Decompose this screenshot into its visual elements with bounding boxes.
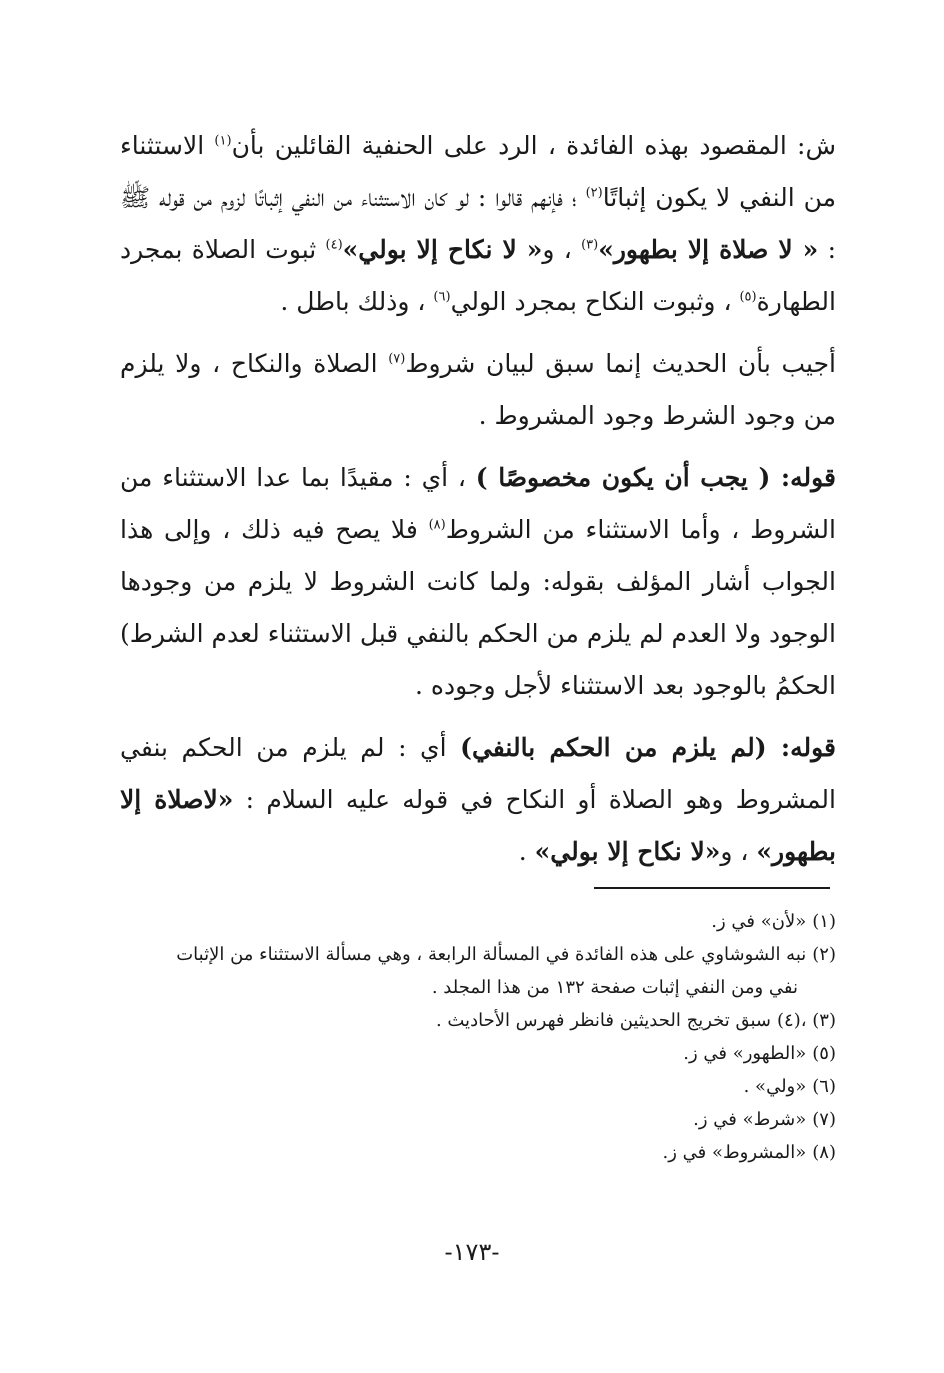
footnote-marker: (٧) — [388, 351, 406, 367]
footnote-marker: (١) — [214, 133, 232, 149]
footnote-7 — [120, 1103, 836, 1136]
text-segment: فلا يصح فيه ذلك ، وإلى هذا الجواب أشار المؤلف بقوله: ولما كانت الشروط لا يلزم من وجودها الوجود ولا العدم لم يلزم من الحكم بالنفي قبل الاستثناء لعدم الشرط) الحكمُ بالوجود بعد الاستثناء لأجل وجوده . — [120, 515, 836, 700]
footnote-marker: (٢) — [585, 185, 603, 201]
bold-phrase: (لم يلزم من الحكم بالنفي) — [460, 733, 767, 762]
footnote-text: نبه الشوشاوي على هذه الفائدة في المسألة الرابعة ، وهي مسألة الاستثناء من الإثبات — [176, 944, 807, 965]
main-text — [120, 120, 836, 888]
footnote-marker: (٣) — [581, 237, 599, 253]
bold-phrase: «لا نكاح إلا بولي» — [534, 837, 721, 866]
paragraph-3 — [120, 452, 836, 712]
bold-phrase: قوله: — [766, 733, 836, 762]
text-segment: ، أي : مقيدًا بما عدا الاستثناء من الشروط ، وأما الاستثناء من الشروط — [120, 463, 836, 544]
footnote-number: (١) — [812, 911, 836, 932]
bold-phrase: « لا نكاح إلا بولي» — [342, 235, 543, 264]
text-segment: ، وثبوت النكاح بمجرد الولي — [450, 287, 740, 316]
footnote-2-continuation — [120, 971, 836, 1004]
text-segment: أي : لم يلزم من الحكم بنفي المشروط وهو الصلاة أو النكاح في قوله عليه السلام : — [120, 733, 836, 814]
footnote-8 — [120, 1136, 836, 1169]
bold-phrase: «لاصلاة إلا بطهور» — [120, 785, 836, 866]
bold-phrase: قوله: — [770, 463, 836, 492]
text-segment: ، و — [542, 235, 582, 264]
footnote-number: (٦) — [812, 1076, 836, 1097]
footnote-marker: (٥) — [739, 289, 757, 305]
footnote-text: «شرط» في ز. — [693, 1109, 807, 1130]
footnote-marker: (٦) — [433, 289, 451, 305]
text-segment: ، وذلك باطل . — [280, 287, 434, 316]
text-segment: الصلاة والنكاح ، ولا يلزم من وجود الشرط وجود المشروط . — [120, 349, 836, 430]
footnote-marker: (٤) — [325, 237, 343, 253]
footnote-3-4 — [120, 1004, 836, 1037]
footnote-number: (٥) — [812, 1043, 836, 1064]
footnote-1 — [120, 905, 836, 938]
footnote-text: «المشروط» في ز. — [662, 1142, 807, 1163]
footnotes — [120, 905, 836, 1169]
text-segment: الاستثناء من النفي لا يكون إثباتًا — [120, 131, 836, 212]
footnote-2 — [120, 938, 836, 971]
text-segment: ش: المقصود بهذه الفائدة ، الرد على الحنفية القائلين بأن — [231, 131, 836, 160]
footnote-text: سبق تخريج الحديثين فانظر فهرس الأحاديث . — [435, 1010, 772, 1031]
footnote-number: (٣) ،(٤) — [777, 1010, 836, 1031]
footnote-separator — [594, 887, 830, 889]
text-segment: ، و — [720, 837, 757, 866]
text-segment: ثبوت الصلاة بمجرد الطهارة — [120, 235, 836, 316]
paragraph-4 — [120, 722, 836, 878]
paragraph-2 — [120, 338, 836, 442]
footnote-text: «الطهور» في ز. — [683, 1043, 807, 1064]
text-segment: ؛ فإنهم قالوا : لو كان الاستثناء من النفي إثباتًا لزوم من قوله ﷺ : — [120, 183, 836, 264]
bold-phrase: ( يجب أن يكون مخصوصًا ) — [475, 463, 771, 492]
footnote-text: نفي ومن النفي إثبات صفحة ١٣٢ من هذا المجلد . — [431, 977, 798, 998]
footnote-number: (٧) — [812, 1109, 836, 1130]
bold-phrase: « لا صلاة إلا بطهور» — [598, 235, 819, 264]
paragraph-1 — [120, 120, 836, 328]
page-number: -١٧٣- — [444, 1238, 500, 1266]
footnote-5 — [120, 1037, 836, 1070]
footnote-number: (٢) — [812, 944, 836, 965]
footnote-text: «ولي» . — [743, 1076, 807, 1097]
footnote-marker: (٨) — [428, 517, 446, 533]
footnote-number: (٨) — [812, 1142, 836, 1163]
text-segment: أجيب بأن الحديث إنما سبق لبيان شروط — [405, 349, 837, 378]
footnote-6 — [120, 1070, 836, 1103]
footnote-text: «لأن» في ز. — [711, 911, 807, 932]
text-segment: . — [518, 837, 535, 866]
